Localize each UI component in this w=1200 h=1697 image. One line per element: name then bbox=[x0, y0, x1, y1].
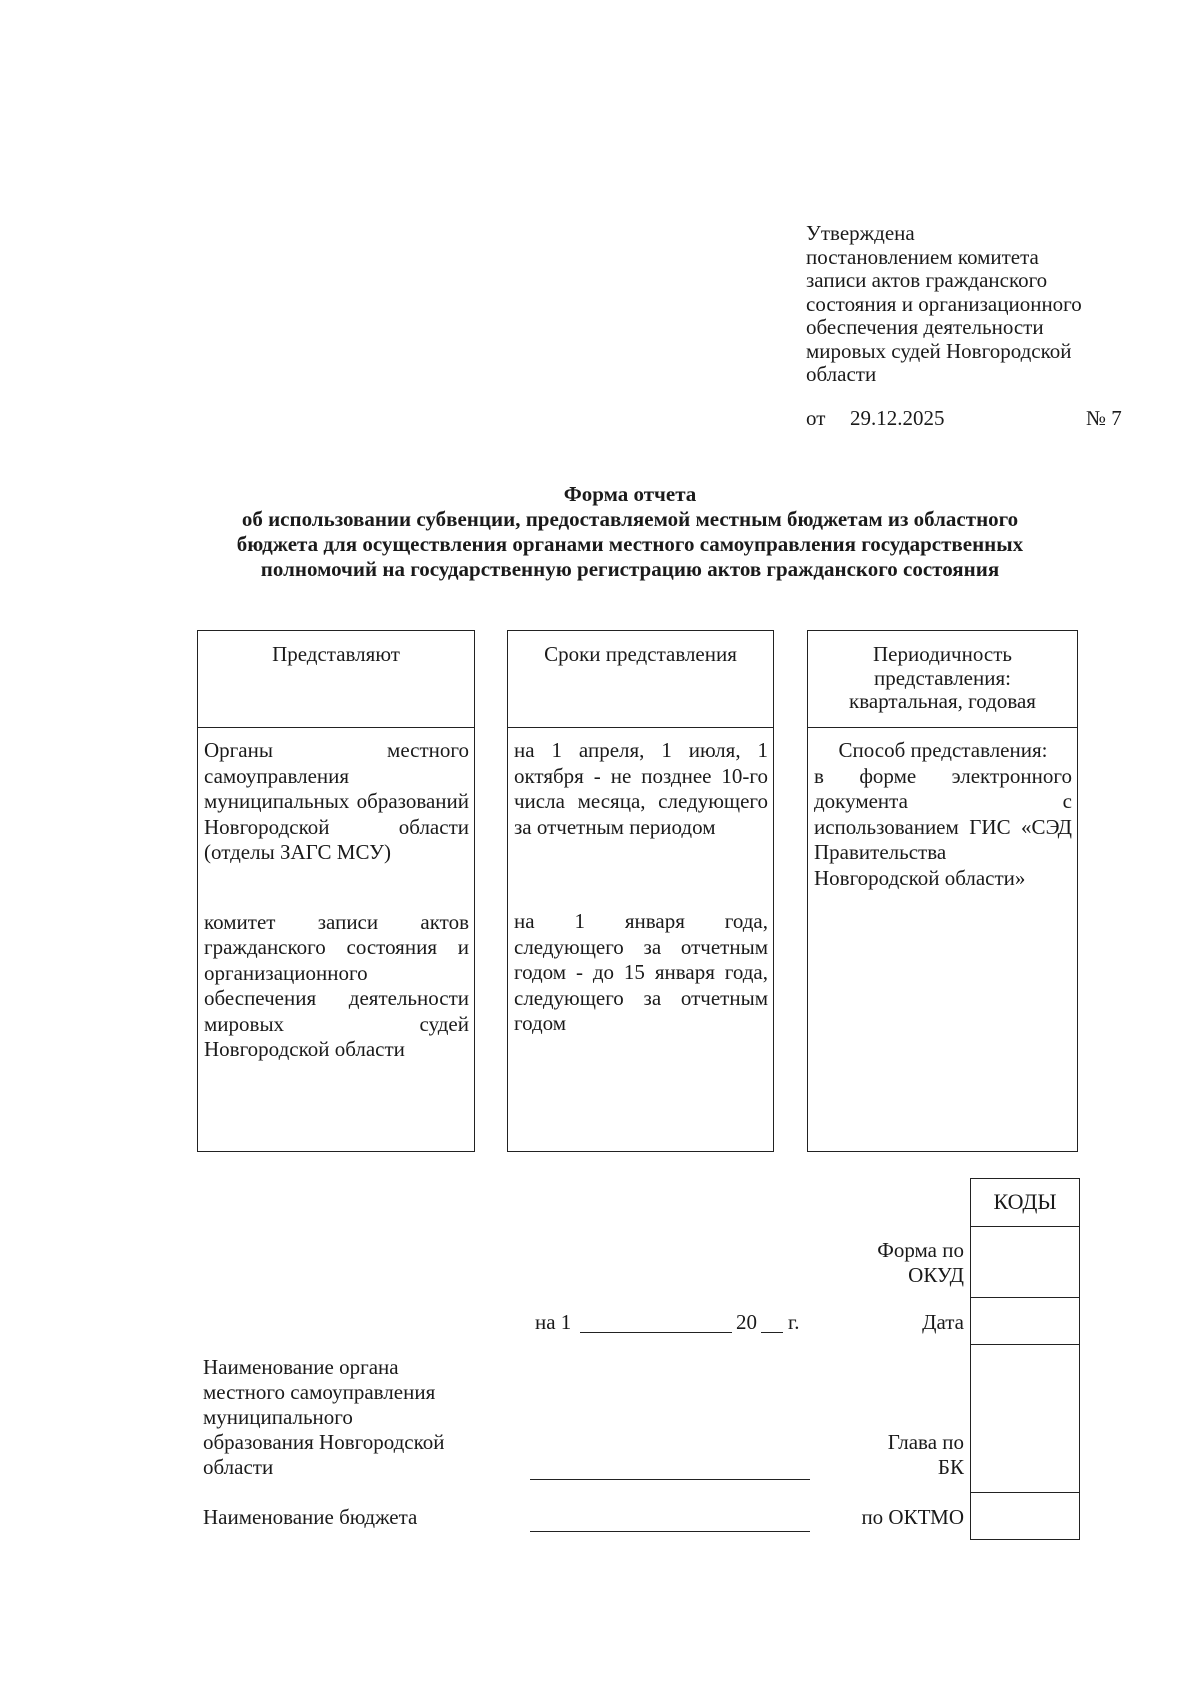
approval-line: мировых судей Новгородской bbox=[806, 338, 1072, 363]
org-name-label bbox=[203, 1355, 444, 1480]
budget-name-field[interactable] bbox=[530, 1531, 810, 1532]
org-name-line: Наименование органа bbox=[203, 1355, 399, 1379]
deadlines-header: Сроки представления bbox=[508, 631, 773, 728]
org-name-line: образования Новгородской bbox=[203, 1430, 445, 1454]
codes-row-okud bbox=[971, 1226, 1079, 1227]
year-field[interactable] bbox=[761, 1332, 783, 1333]
org-name-line: области bbox=[203, 1455, 274, 1479]
as-of-month-field[interactable] bbox=[580, 1332, 732, 1333]
title-line: бюджета для осуществления органами местного самоуправления государственных bbox=[236, 532, 1024, 556]
codes-title: КОДЫ bbox=[993, 1189, 1057, 1214]
approval-line: постановлением комитета bbox=[806, 244, 1039, 269]
approval-line: обеспечения деятельности bbox=[806, 315, 1044, 339]
org-name-line: местного самоуправления bbox=[203, 1380, 436, 1404]
as-of-prefix: на 1 bbox=[535, 1310, 572, 1334]
deadlines-item: на 1 января года, следующего за отчетным годом - до 15 января года, следующего за отчетным годом bbox=[514, 909, 768, 1035]
method-title: Способ представления: bbox=[838, 738, 1048, 762]
approval-line: записи актов гражданского bbox=[806, 268, 1048, 292]
periodicity-box bbox=[807, 630, 1078, 1152]
year-prefix: 20 bbox=[736, 1310, 757, 1334]
periodicity-header bbox=[808, 631, 1077, 728]
glava-label bbox=[888, 1430, 964, 1480]
title-line: Форма отчета bbox=[563, 482, 697, 506]
org-name-line: муниципального bbox=[203, 1405, 353, 1429]
periodicity-header-line: квартальная, годовая bbox=[849, 689, 1036, 713]
title-line: об использовании субвенции, предоставляемой местным бюджетам из областного bbox=[241, 507, 1019, 531]
approval-block bbox=[806, 222, 1136, 387]
deadlines-body bbox=[508, 728, 773, 1151]
submitters-header: Представляют bbox=[198, 631, 474, 728]
okud-label-line: Форма по bbox=[877, 1238, 964, 1262]
codes-table bbox=[970, 1178, 1080, 1540]
periodicity-header-line: представления: bbox=[874, 665, 1011, 690]
submitters-item: комитет записи актов гражданского состояния и организационного обеспечения деятельности мировых судей Новгородской области bbox=[204, 909, 469, 1061]
approval-date-prefix: от bbox=[806, 406, 826, 430]
okud-label bbox=[877, 1238, 964, 1288]
glava-label-line: Глава по bbox=[887, 1430, 964, 1454]
submitters-box bbox=[197, 630, 475, 1152]
title-line: полномочий на государственную регистрацию актов гражданского состояния bbox=[260, 557, 1000, 581]
okud-label-line: ОКУД bbox=[908, 1263, 964, 1287]
approval-number: № 7 bbox=[1086, 406, 1122, 430]
method-text: в форме электронного документа с использованием ГИС «СЭД Правительства Новгородской области» bbox=[814, 763, 1072, 890]
periodicity-header-line: Периодичность bbox=[873, 642, 1012, 666]
budget-name-label: Наименование бюджета bbox=[203, 1505, 418, 1529]
codes-row-oktmo bbox=[971, 1492, 1079, 1493]
date-label: Дата bbox=[922, 1310, 964, 1334]
deadlines-item: на 1 апреля, 1 июля, 1 октября - не позднее 10-го числа месяца, следующего за отчетным периодом bbox=[514, 738, 768, 839]
year-suffix: г. bbox=[788, 1310, 800, 1334]
org-name-field[interactable] bbox=[530, 1479, 810, 1480]
submitters-item: Органы местного самоуправления муниципальных образований Новгородской области (отделы ЗАГС МСУ) bbox=[204, 738, 469, 864]
approval-line: состояния и организационного bbox=[806, 291, 1082, 316]
codes-row-glava bbox=[971, 1344, 1079, 1345]
document-title bbox=[150, 482, 1110, 582]
approval-date: 29.12.2025 bbox=[850, 406, 945, 430]
oktmo-label: по ОКТМО bbox=[861, 1505, 964, 1529]
glava-label-line: БК bbox=[937, 1455, 964, 1479]
submitters-body bbox=[198, 728, 474, 1151]
deadlines-box bbox=[507, 630, 774, 1152]
codes-row-date bbox=[971, 1297, 1079, 1298]
approval-line: Утверждена bbox=[806, 221, 915, 245]
approval-line: области bbox=[806, 362, 877, 386]
periodicity-body bbox=[808, 728, 1077, 1151]
